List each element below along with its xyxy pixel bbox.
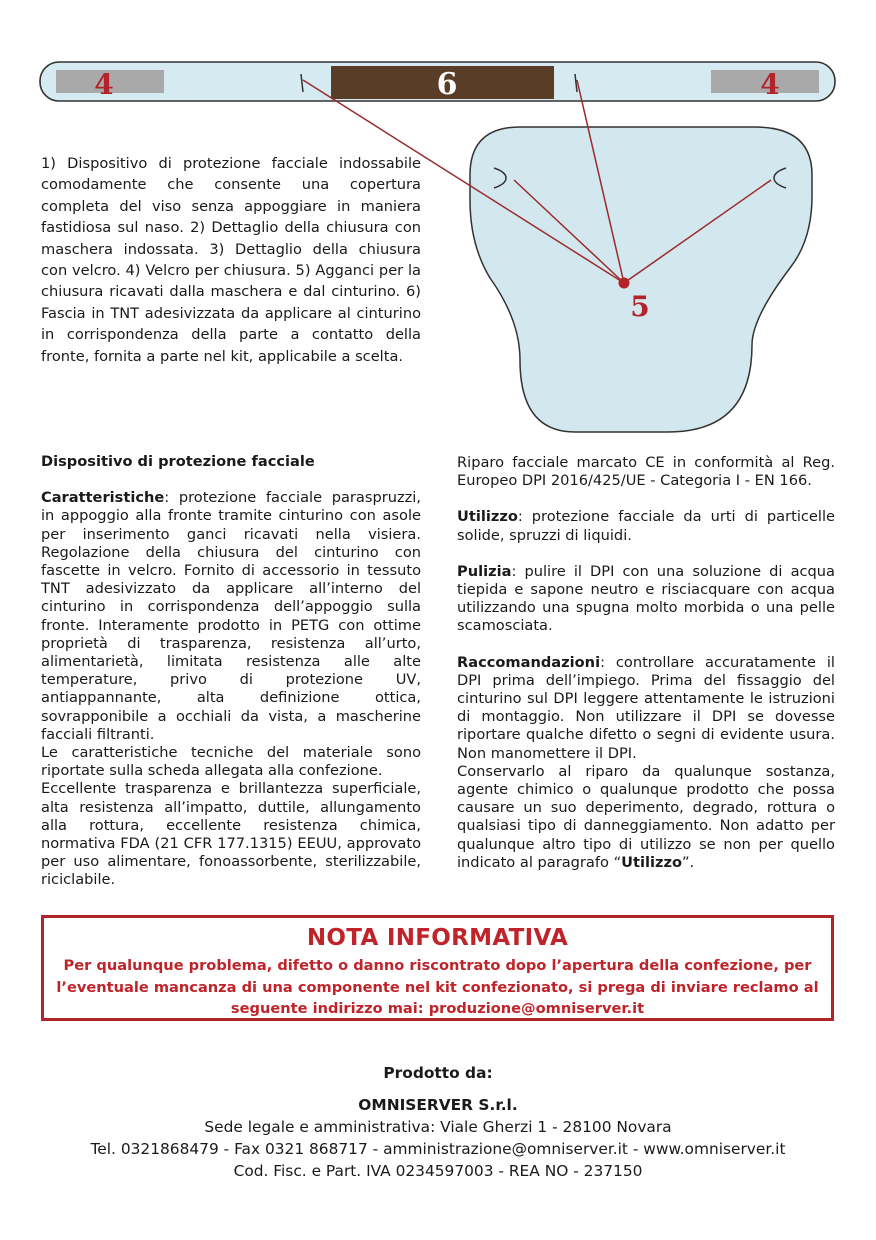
label-velcro-left: 4 [94,68,114,101]
section-title: Dispositivo di protezione facciale [41,453,315,470]
pulizia-text: : pulire il DPI con una soluzione di acqua tiepida e sapone neutro e risciacquare con acqua utilizzando una spugna molto morbida o una pelle scamosciata. [457,562,835,635]
caratteristiche-paragraph [41,489,421,744]
caratteristiche-text: : protezione facciale paraspruzzi, in appoggio alla fronte tramite cinturino con asole per inserimento ganci ricavati nella visiera. Regolazione della chiusura del cinturino con fascette in velcro. Fornito di accessorio in tessuto TNT adesivizzato da applicare all’interno del cinturino in corrispondenza dell’appoggio sulla fronte. Interamente prodotto in PETG con ottime proprietà di trasparenza, resistenza all’urto, alimentarietà, limitata resistenza alle alte temperature, privo di protezione UV, antiappannante, alta definizione ottica, sovrapponibile a occhiali da vista, a mascherine facciali filtranti. [41,489,421,743]
company-contacts: Tel. 0321868479 - Fax 0321 868717 - amministrazione@omniserver.it - www.omniserver.it [90,1140,786,1158]
pulizia-paragraph [457,563,835,636]
label-band: 6 [436,67,458,102]
label-hooks: 5 [630,290,650,323]
footer-label: Prodotto da: [383,1064,493,1082]
pulizia-label: Pulizia [457,562,512,580]
utilizzo-label: Utilizzo [457,508,518,526]
raccomandazioni-text: : controllare accuratamente il DPI prima dell’impiego. Prima del fissaggio del cinturino sul DPI leggere attentamente le istruzioni di montaggio. Non utilizzare il DPI se dovesse riportare qualche difetto o segni di evidente usura. Non manomettere il DPI. [457,653,835,762]
conservarlo-end: ”. [682,853,695,871]
ce-paragraph: Riparo facciale marcato CE in conformità al Reg. Europeo DPI 2016/425/UE - Categoria I - EN 166. [457,454,835,490]
raccomandazioni-paragraph [457,654,835,763]
nota-informativa-box [41,915,834,1021]
caratteristiche-label: Caratteristiche [41,489,165,507]
label-velcro-right: 4 [760,68,780,101]
company-name: OMNISERVER S.r.l. [358,1096,518,1114]
pointer-origin-dot [619,278,630,289]
conservarlo-paragraph [457,763,835,872]
raccomandazioni-label: Raccomandazioni [457,653,601,671]
materiale-paragraph: Le caratteristiche tecniche del materiale sono riportate sulla scheda allegata alla confezione. [41,744,421,780]
utilizzo-text: : protezione facciale da urti di particelle solide, spruzzi di liquidi. [457,508,835,544]
nota-body: Per qualunque problema, difetto o danno riscontrato dopo l’apertura della confezione, per l’eventuale mancanza di una componente nel kit confezionato, si prega di inviare reclamo al seguente indirizzo mai: produzione@omniserver.it [56,957,819,1017]
conservarlo-bold: Utilizzo [621,853,682,871]
visor-shield [470,127,812,432]
utilizzo-paragraph [457,508,835,544]
left-column [41,453,421,890]
conservarlo-text: Conservarlo al riparo da qualunque sostanza, agente chimico o qualunque prodotto che possa causare un suo deperimento, degrado, rottura o qualsiasi tipo di danneggiamento. Non adatto per qualunque altro tipo di utilizzo se non per quello indicato al paragrafo “ [457,762,835,871]
footer [0,1064,876,1182]
eccellente-paragraph: Eccellente trasparenza e brillantezza superficiale, alta resistenza all’impatto, duttile, allungamento alla rottura, eccellente resistenza chimica, normativa FDA (21 CFR 177.1315) EEUU, approvato per uso alimentare, fonoassorbente, sterilizzabile, riciclabile. [41,780,421,889]
company-fiscal: Cod. Fisc. e Part. IVA 0234597003 - REA NO - 237150 [233,1162,643,1180]
right-column [457,454,835,872]
nota-title: NOTA INFORMATIVA [306,925,569,951]
diagram-legend: 1) Dispositivo di protezione facciale indossabile comodamente che consente una copertura completa del viso senza appoggiare in maniera fastidiosa sul naso. 2) Dettaglio della chiusura con maschera indossata. 3) Dettaglio della chiusura con velcro. 4) Velcro per chiusura. 5) Agganci per la chiusura ricavati dalla maschera e dal cinturino. 6) Fascia in TNT adesivizzata da applicare al cinturino in corrispondenza della parte a contatto della fronte, fornita a parte nel kit, applicabile a scelta. [41,155,421,365]
company-address: Sede legale e amministrativa: Viale Gherzi 1 - 28100 Novara [204,1118,672,1136]
